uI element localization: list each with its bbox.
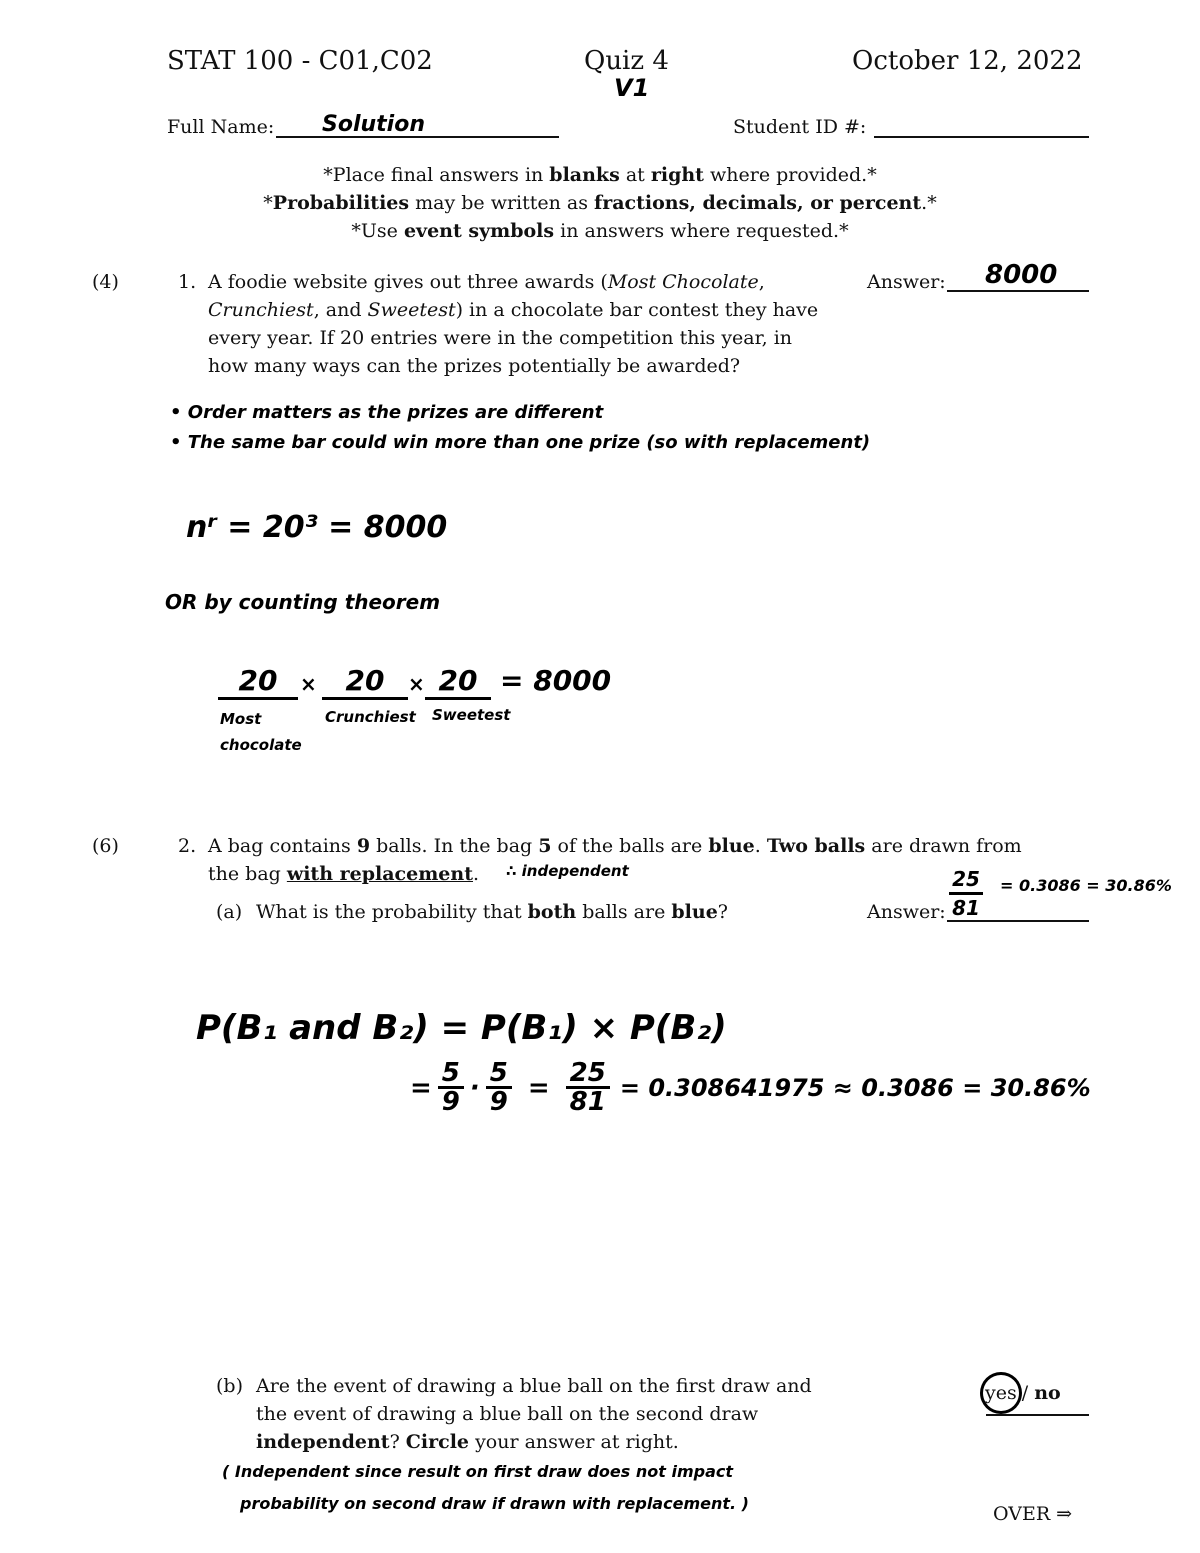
quiz-version: V1 <box>614 74 650 102</box>
slot-label-line: Most <box>220 710 262 728</box>
q1-slot-crunchiest <box>322 664 408 700</box>
q2b-choice-yes[interactable]: yes <box>980 1372 1022 1414</box>
quiz-date: October 12, 2022 <box>852 46 1083 76</box>
fraction-5-9: $\frac{5}{9}$ <box>438 1060 464 1115</box>
q1-answer-blank[interactable] <box>947 290 1089 292</box>
q2a-answer-label: Answer: <box>867 901 946 923</box>
q1-answer-label: Answer: <box>867 271 946 293</box>
fraction-numerator: 25 <box>949 866 983 895</box>
slot-value: 20 <box>218 664 298 700</box>
q2b-choices <box>986 1372 1089 1416</box>
q2b-line-1: Are the event of drawing a blue ball on the first draw and <box>256 1375 812 1397</box>
q1-slot-1-label <box>220 706 302 758</box>
quiz-title: Quiz 4 <box>584 46 669 76</box>
q1-slot-most-chocolate <box>218 664 298 700</box>
q1-alternative: OR by counting theorem <box>165 590 441 614</box>
q2a-text: What is the probability that both balls are blue? <box>256 901 728 923</box>
q2a-label: (a) <box>216 901 243 923</box>
instruction-line-2: *Probabilities may be written as fractions, decimals, or percent.* <box>263 192 937 214</box>
q2b-choice-no[interactable]: no <box>1034 1382 1061 1404</box>
equals: = <box>527 1072 550 1103</box>
q1-line-2: Crunchiest, and Sweetest) in a chocolate bar contest they have <box>208 299 819 321</box>
fraction-denominator: 81 <box>952 896 980 920</box>
q1-number: 1. <box>178 271 197 293</box>
decimal-result: = 0.308641975 ≈ 0.3086 = 30.86% <box>619 1073 1091 1102</box>
q1-answer-value: 8000 <box>985 260 1058 290</box>
q1-points: (4) <box>92 271 119 293</box>
q2-number: 2. <box>178 835 197 857</box>
q2b-explanation-line-2: probability on second draw if drawn with replacement. ) <box>240 1494 749 1513</box>
full-name-label: Full Name: <box>167 116 275 138</box>
q1-times-2: × <box>408 672 425 696</box>
multiply-dot: · <box>469 1072 480 1103</box>
q2b-text <box>256 1372 856 1456</box>
q2b-line-3: independent? Circle your answer at right. <box>256 1431 679 1453</box>
q1-formula: nʳ = 20³ = 8000 <box>186 510 448 545</box>
q2-line-1: A bag contains 9 balls. In the bag 5 of the balls are blue. Two balls are drawn from <box>208 835 1022 857</box>
q1-slot-sweetest <box>425 664 491 700</box>
slot-value: 20 <box>425 664 491 700</box>
over-indicator: OVER ⇒ <box>993 1503 1073 1525</box>
q2a-work-line-1: P(B₁ and B₂) = P(B₁) × P(B₂) <box>196 1008 727 1048</box>
q2b-label: (b) <box>216 1375 243 1397</box>
q2-points: (6) <box>92 835 119 857</box>
q1-line-1: A foodie website gives out three awards (Most Chocolate, <box>208 271 765 293</box>
q1-text <box>208 268 858 380</box>
fraction-25-81: $\frac{25}{81}$ <box>566 1060 610 1115</box>
student-id-blank[interactable] <box>874 136 1089 138</box>
q2b-line-2: the event of drawing a blue ball on the second draw <box>256 1403 759 1425</box>
fraction-5-9: $\frac{5}{9}$ <box>486 1060 512 1115</box>
instruction-line-3: *Use event symbols in answers where requested.* <box>351 220 849 242</box>
q1-slot-3-label: Sweetest <box>432 706 511 724</box>
q2a-work-line-2 <box>410 1060 1091 1115</box>
q1-note-2: • The same bar could win more than one prize (so with replacement) <box>170 432 871 453</box>
course-title: STAT 100 - C01,C02 <box>167 46 433 76</box>
q1-counting-result: = 8000 <box>500 664 612 697</box>
q1-note-1: • Order matters as the prizes are different <box>170 402 604 423</box>
q2-margin-note: ∴ independent <box>506 862 629 880</box>
q2-line-2: the bag with replacement. <box>208 863 480 885</box>
q2a-answer-decimal: = 0.3086 = 30.86% <box>1000 876 1172 895</box>
q2b-explanation-line-1: ( Independent since result on first draw does not impact <box>222 1462 734 1481</box>
equals: = <box>410 1072 432 1103</box>
q2b-slash: / <box>1021 1382 1029 1404</box>
q1-line-4: how many ways can the prizes potentially be awarded? <box>208 355 741 377</box>
student-id-label: Student ID #: <box>733 116 867 138</box>
q2a-answer-fraction <box>949 866 983 921</box>
q1-line-3: every year. If 20 entries were in the competition this year, in <box>208 327 793 349</box>
instruction-line-1: *Place final answers in blanks at right where provided.* <box>323 164 877 186</box>
q1-times-1: × <box>300 672 317 696</box>
slot-value: 20 <box>322 664 408 700</box>
q1-slot-2-label: Crunchiest <box>325 708 416 726</box>
full-name-value: Solution <box>322 112 425 137</box>
slot-label-line: chocolate <box>220 736 302 754</box>
